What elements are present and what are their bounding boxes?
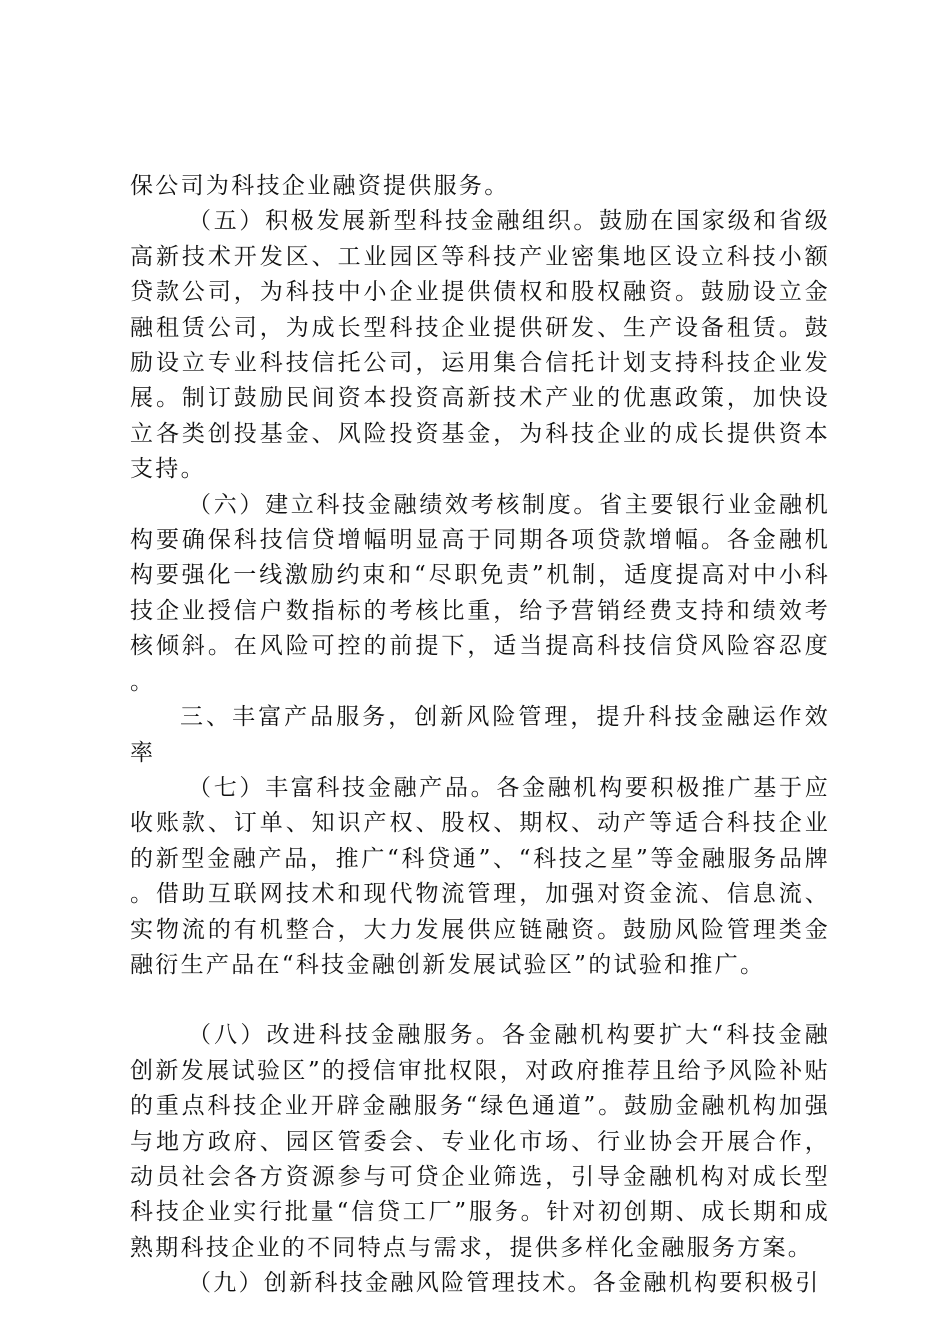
- paragraph-section-5: （五）积极发展新型科技金融组织。鼓励在国家级和省级高新技术开发区、工业园区等科技产业密集地区设立科技小额贷款公司，为科技中小企业提供债权和股权融资。鼓励设立金融租赁公司，为成长型科技企业提供研发、生产设备租赁。鼓励设立专业科技信托公司，运用集合信托计划支持科技企业发展。制订鼓励民间资本投资高新技术产业的优惠政策，加快设立各类创投基金、风险投资基金，为科技企业的成长提供资本支持。: [130, 208, 830, 483]
- paragraph-section-6: （六）建立科技金融绩效考核制度。省主要银行业金融机构要确保科技信贷增幅明显高于同期各项贷款增幅。各金融机构要强化一线激励约束和“尽职免责”机制，适度提高对中小科技企业授信户数指标的考核比重，给予营销经费支持和绩效考核倾斜。在风险可控的前提下，适当提高科技信贷风险容忍度。: [130, 491, 830, 695]
- paragraph-continuation: 保公司为科技企业融资提供服务。: [130, 173, 510, 199]
- section-heading-3: 三、丰富产品服务，创新风险管理，提升科技金融运作效率: [130, 704, 830, 766]
- paragraph-section-9: （九）创新科技金融风险管理技术。各金融机构要积极引: [188, 1270, 821, 1297]
- paragraph-section-8: （八）改进科技金融服务。各金融机构要扩大“科技金融创新发展试验区”的授信审批权限，对政府推荐且给予风险补贴的重点科技企业开辟金融服务“绿色通道”。鼓励金融机构加强与地方政府、园区管委会、专业化市场、行业协会开展合作，动员社会各方资源参与可贷企业筛选，引导金融机构对成长型科技企业实行批量“信贷工厂”服务。针对初创期、成长期和成熟期科技企业的不同特点与需求，提供多样化金融服务方案。: [130, 1022, 830, 1261]
- paragraph-section-7: （七）丰富科技金融产品。各金融机构要积极推广基于应收账款、订单、知识产权、股权、期权、动产等适合科技企业的新型金融产品，推广“科贷通”、“科技之星”等金融服务品牌。借助互联网技术和现代物流管理，加强对资金流、信息流、实物流的有机整合，大力发展供应链融资。鼓励风险管理类金融衍生产品在“科技金融创新发展试验区”的试验和推广。: [130, 774, 830, 978]
- document-body: [130, 169, 830, 1302]
